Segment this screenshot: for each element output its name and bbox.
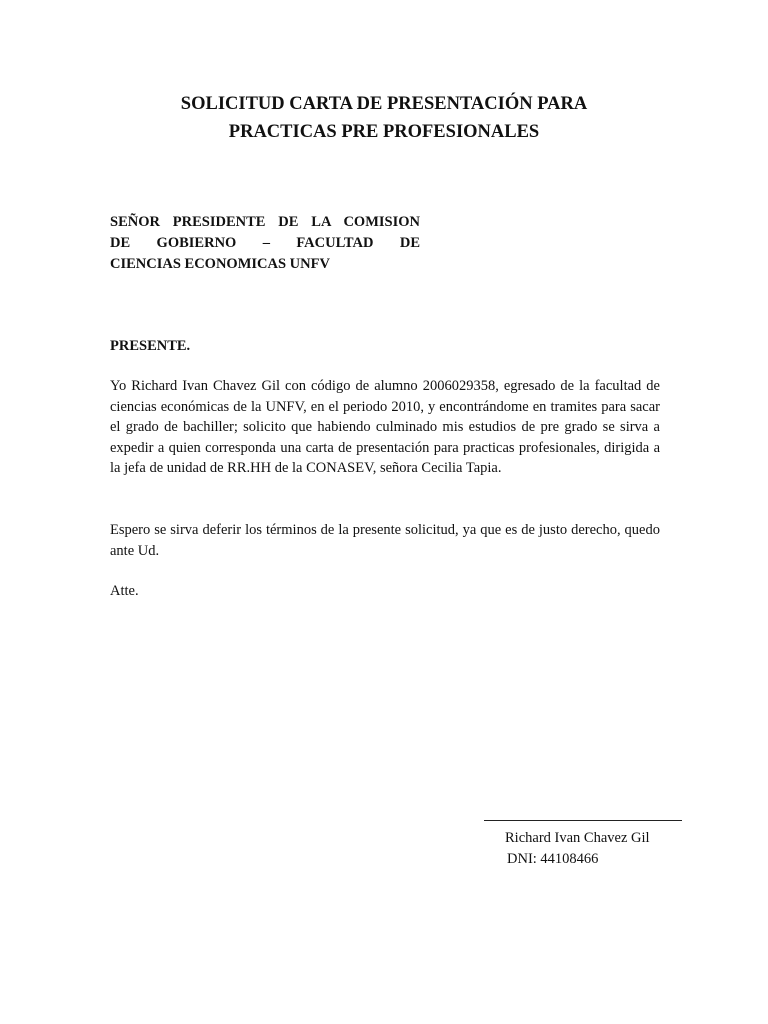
body-paragraph-1: Yo Richard Ivan Chavez Gil con código de alumno 2006029358, egresado de la facultad de ciencias económicas de la UNFV, en el periodo 2010, y encontrándome en tramites para sacar el grado de bachiller; solicito que habiendo culminado mis estudios de pre grado se sirva a expedir a quien corresponda una carta de presentación para practicas profesionales, dirigida a la jefa de unidad de RR.HH de la CONASEV, señora Cecilia Tapia. (110, 378, 660, 476)
signer-name: Richard Ivan Chavez Gil (505, 830, 650, 846)
title-line-2: PRACTICAS PRE PROFESIONALES (228, 122, 540, 142)
title-line-1: SOLICITUD CARTA DE PRESENTACIÓN PARA (180, 94, 588, 114)
signer-dni: DNI: 44108466 (507, 851, 599, 867)
closing: Atte. (110, 583, 139, 599)
addressee-line-3: CIENCIAS ECONOMICAS UNFV (110, 256, 330, 272)
addressee-line-2: DE GOBIERNO – FACULTAD DE (110, 235, 420, 251)
addressee-block (110, 212, 420, 275)
body-paragraph-2: Espero se sirva deferir los términos de la presente solicitud, ya que es de justo derecho, quedo ante Ud. (110, 522, 660, 559)
document-title (0, 90, 768, 146)
signature-line (484, 820, 682, 821)
addressee-line-1: SEÑOR PRESIDENTE DE LA COMISION (110, 214, 420, 230)
greeting: PRESENTE. (110, 338, 191, 354)
